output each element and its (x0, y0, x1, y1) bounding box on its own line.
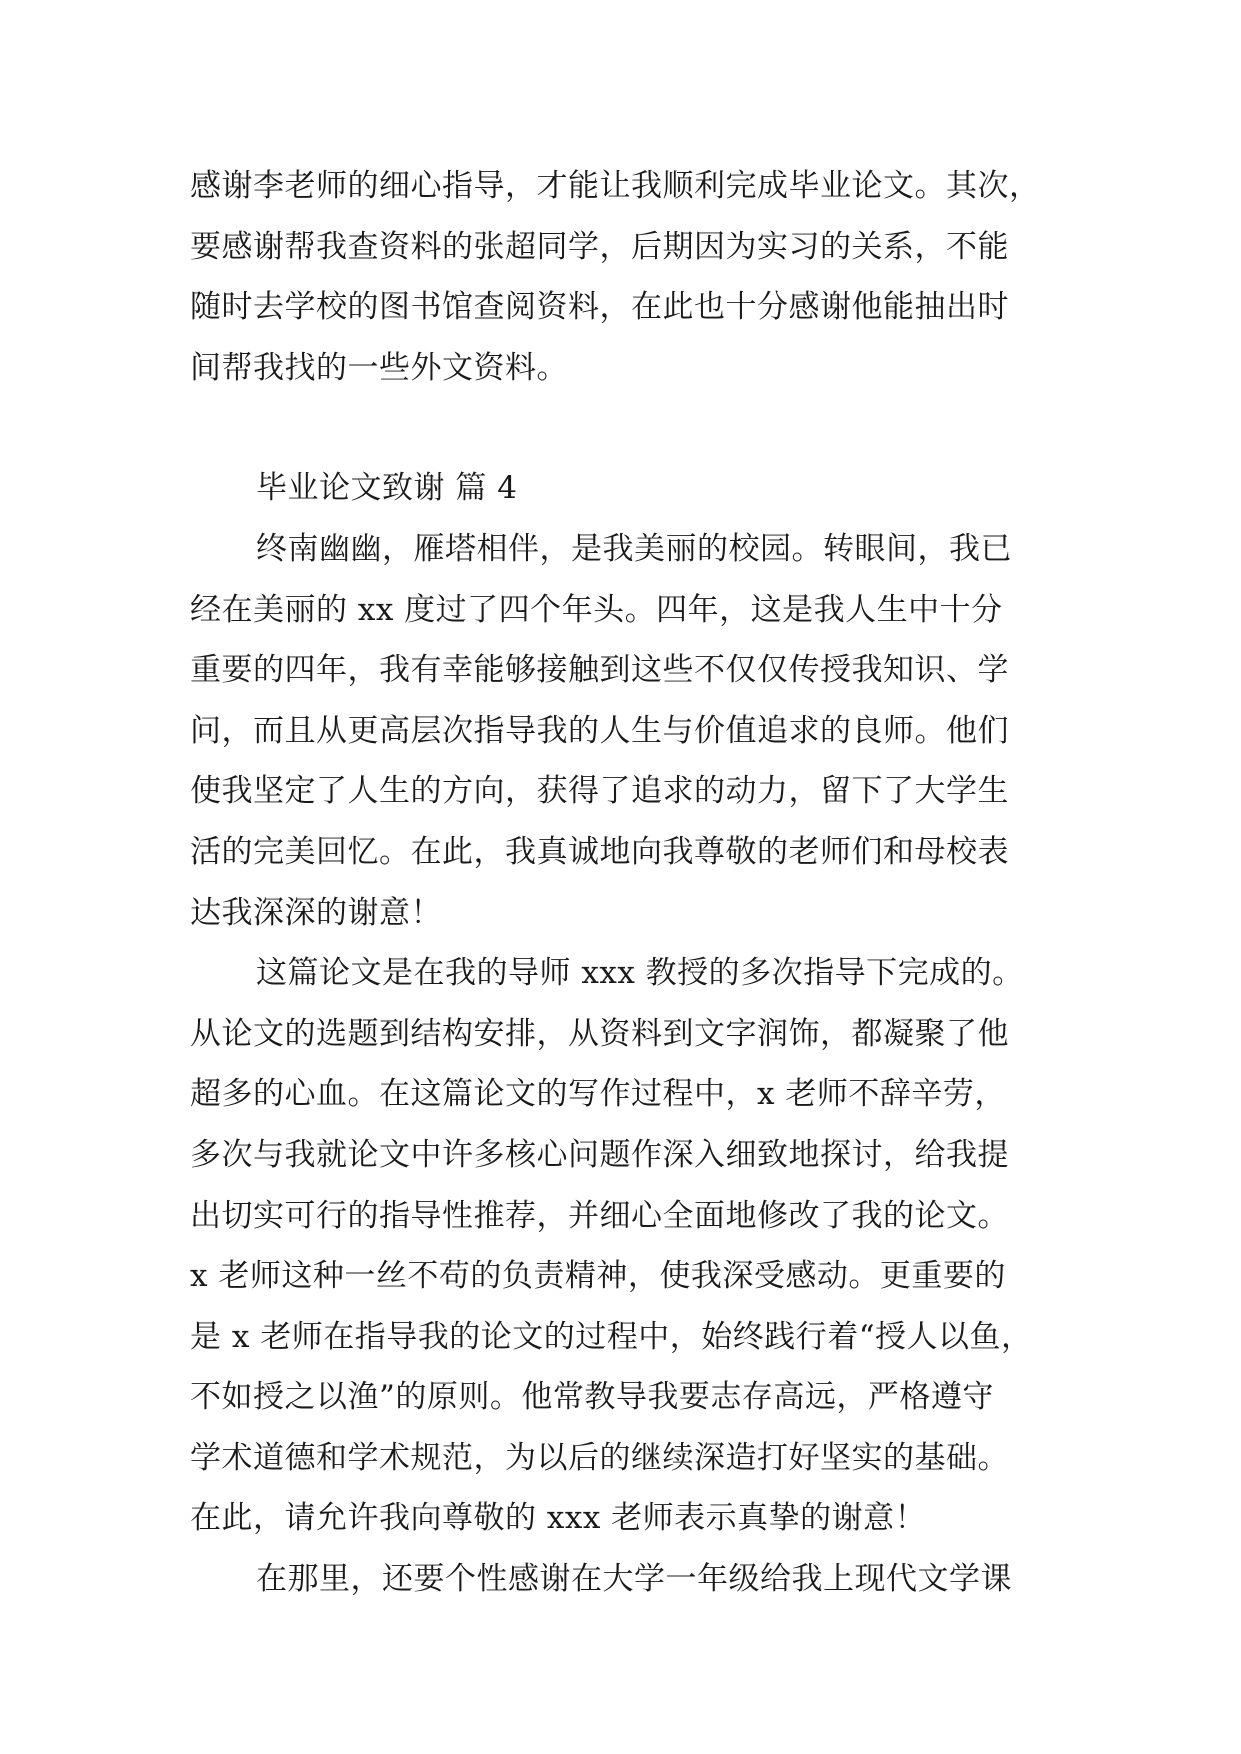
text-line: 这篇论文是在我的导师 xxx 教授的多次指导下完成的。 (256, 955, 1024, 992)
paragraph-2 (190, 943, 1055, 1549)
text-line: 重要的四年，我有幸能够接触到这些不仅仅传授我知识、学 (190, 652, 1009, 689)
text-line: 从论文的选题到结构安排，从资料到文字润饰，都凝聚了他 (190, 1015, 1009, 1052)
document-page (190, 156, 1055, 1610)
text-line: 活的完美回忆。在此，我真诚地向我尊敬的老师们和母校表 (190, 833, 1009, 870)
text-line: 是 x 老师在指导我的论文的过程中，始终践行着“授人以鱼， (190, 1318, 1033, 1355)
text-line: 问，而且从更高层次指导我的人生与价值追求的良师。他们 (190, 712, 1009, 749)
text-line: 学术道德和学术规范，为以后的继续深造打好坚实的基础。 (190, 1439, 1009, 1476)
text-line: 间帮我找的一些外文资料。 (190, 349, 568, 386)
text-line: 超多的心血。在这篇论文的写作过程中，x 老师不辞辛劳， (190, 1076, 1006, 1113)
text-line: x 老师这种一丝不苟的负责精神，使我深受感动。更重要的 (190, 1258, 1006, 1295)
text-line: 在那里，还要个性感谢在大学一年级给我上现代文学课 (256, 1561, 1012, 1598)
text-line: 要感谢帮我查资料的张超同学，后期因为实习的关系，不能 (190, 228, 1009, 265)
paragraph-3 (190, 1549, 1055, 1610)
text-line: 感谢李老师的细心指导，才能让我顺利完成毕业论文。其次， (190, 168, 1041, 204)
text-line: 多次与我就论文中许多核心问题作深入细致地探讨，给我提 (190, 1136, 1009, 1173)
text-line: 出切实可行的指导性推荐，并细心全面地修改了我的论文。 (190, 1197, 1009, 1234)
text-line: 不如授之以渔”的原则。他常教导我要志存高远，严格遵守 (190, 1379, 994, 1416)
paragraph-1 (190, 519, 1055, 943)
text-line: 使我坚定了人生的方向，获得了追求的动力，留下了大学生 (190, 773, 1009, 810)
text-line: 经在美丽的 xx 度过了四个年头。四年，这是我人生中十分 (190, 591, 1003, 628)
text-line: 在此，请允许我向尊敬的 xxx 老师表示真挚的谢意！ (190, 1500, 927, 1537)
text-line: 达我深深的谢意！ (190, 894, 442, 931)
paragraph-continued (190, 156, 1055, 398)
text-line: 终南幽幽，雁塔相伴，是我美丽的校园。转眼间，我已 (256, 530, 1012, 567)
text-line: 随时去学校的图书馆查阅资料，在此也十分感谢他能抽出时 (190, 289, 1009, 326)
section-heading: 毕业论文致谢 篇 4 (256, 470, 518, 507)
